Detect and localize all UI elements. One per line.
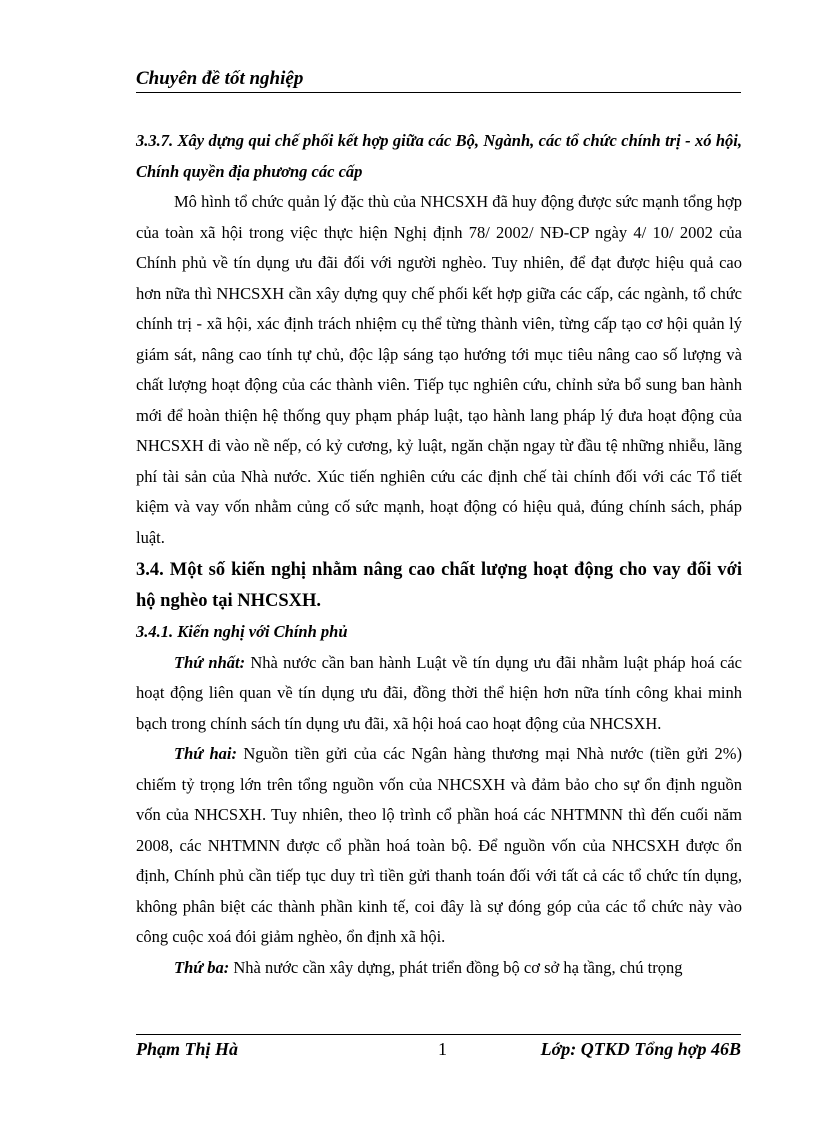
page-number: 1 [438, 1039, 447, 1059]
footer-class: Lớp: QTKD Tổng hợp 46B [540, 1039, 741, 1059]
section-3-4-1-heading: 3.4.1. Kiến nghị với Chính phủ [136, 622, 348, 641]
footer-author: Phạm Thị Hà [136, 1039, 239, 1059]
paragraph-thu-hai [136, 739, 742, 953]
section-3-4-heading: 3.4. Một số kiến nghị nhằm nâng cao chất lượng hoạt động cho vay đối với hộ nghèo tại NHCSXH. [136, 560, 742, 611]
paragraph-thu-ba [136, 953, 742, 984]
paragraph-lead: Thứ ba: [174, 957, 230, 977]
paragraph-text: Nhà nước cần xây dựng, phát triển đồng bộ cơ sở hạ tầng, chú trọng [229, 957, 683, 977]
footer-divider [136, 1034, 741, 1035]
paragraph-text: Nguồn tiền gửi của các Ngân hàng thương mại Nhà nước (tiền gửi 2%) chiếm tỷ trọng lớn trên tổng nguồn vốn của NHCSXH và đảm bảo cho sự ổn định nguồn vốn của NHCSXH. Tuy nhiên, theo lộ trình cổ phần hoá các NHTMNN thì đến cuối năm 2008, các NHTMNN được cổ phần hoá toàn bộ. Để nguồn vốn của NHCSXH được ổn định, Chính phủ cần tiếp tục duy trì tiền gửi thanh toán đối với tất cả các tổ chức tín dụng, không phân biệt các thành phần kinh tế, coi đây là sự đóng góp của các tổ chức này vào công cuộc xoá đói giảm nghèo, ổn định xã hội. [136, 744, 742, 946]
header-title: Chuyên đề tốt nghiệp [136, 68, 304, 89]
section-3-3-7-paragraph: Mô hình tổ chức quản lý đặc thù của NHCSXH đã huy động được sức mạnh tổng hợp của toàn xã hội trong việc thực hiện Nghị định 78/ 2002/ NĐ-CP ngày 4/ 10/ 2002 của Chính phủ về tín dụng ưu đãi đối với người nghèo. Tuy nhiên, để đạt được hiệu quả cao hơn nữa thì NHCSXH cần xây dựng quy chế phối kết hợp giữa các cấp, các ngành, tổ chức chính trị - xã hội, xác định trách nhiệm cụ thể từng thành viên, từng cấp tạo cơ hội quản lý giám sát, nâng cao tính tự chủ, độc lập sáng tạo hướng tới mục tiêu nâng cao số lượng và chất lượng hoạt động của các thành viên. Tiếp tục nghiên cứu, chỉnh sửa bổ sung ban hành mới để hoàn thiện hệ thống quy phạm pháp luật, tạo hành lang pháp lý đưa hoạt động của NHCSXH đi vào nề nếp, có kỷ cương, kỷ luật, ngăn chặn ngay từ đầu tệ những nhiễu, lãng phí tài sản của Nhà nước. Xúc tiến nghiên cứu các định chế tài chính đối với các Tổ tiết kiệm và vay vốn nhằm củng cố sức mạnh, hoạt động có hiệu quả, đúng chính sách, pháp luật. [136, 192, 742, 547]
paragraph-lead: Thứ nhất: [174, 652, 246, 672]
header-divider [136, 92, 741, 93]
footer [136, 1039, 741, 1063]
document-body [136, 126, 742, 983]
paragraph-lead: Thứ hai: [174, 744, 237, 763]
section-3-3-7-heading: 3.3.7. Xây dựng qui chế phối kết hợp giữa các Bộ, Ngành, các tổ chức chính trị - xó hội, Chính quyền địa phương các cấp [136, 131, 742, 181]
paragraph-thu-nhat [136, 648, 742, 740]
paragraph-text: Nhà nước cần ban hành Luật về tín dụng ưu đãi nhằm luật pháp hoá các hoạt động liên quan về tín dụng ưu đãi, đồng thời thể hiện hơn nữa tính công khai minh bạch trong chính sách tín dụng ưu đãi, xã hội hoá cao hoạt động của NHCSXH. [136, 652, 742, 733]
